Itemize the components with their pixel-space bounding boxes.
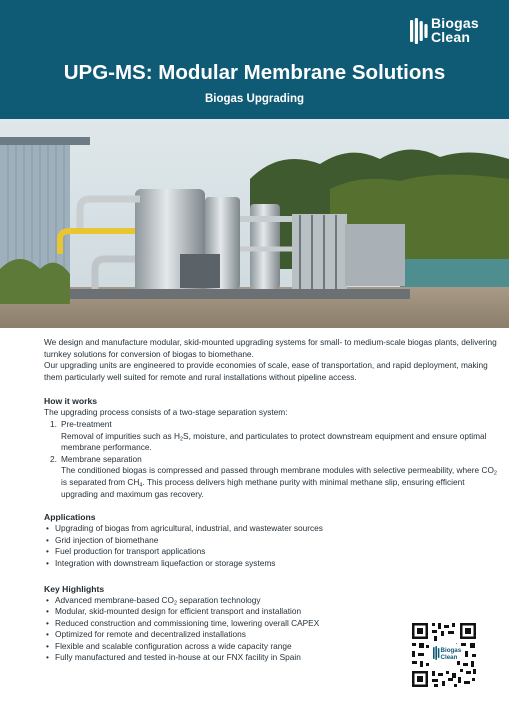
process-steps [44, 419, 500, 500]
process-step [44, 454, 500, 500]
document-body [44, 337, 500, 664]
step-description-text: The conditioned biogas is compressed and passed through membrane modules with selective permeability, where CO [61, 465, 494, 476]
how-it-works-heading: How it works [44, 396, 98, 407]
step-description-text: S, moisture, and particulates to protect downstream equipment and ensure optimal membrane performance. [61, 430, 487, 453]
list-item-text: separation technology [177, 594, 261, 605]
page-subtitle: Biogas Upgrading [204, 93, 305, 105]
process-step [44, 419, 500, 454]
qr-code-icon[interactable] [410, 621, 478, 689]
step-name: Pre-treatment [61, 418, 112, 429]
subscript: 2 [493, 470, 497, 477]
list-item: • Fuel production for transport applications [44, 546, 500, 558]
intro-paragraph-2: Our upgrading units are engineered to provide economies of scale, ease of transportation, and rapid deployment, making them particularly well suited for remote and rural installations without pipeline access. [44, 360, 488, 382]
list-item: • Modular, skid-mounted design for efficient transport and installation [44, 606, 500, 618]
logo-line-2: Clean [431, 29, 471, 45]
header-banner [0, 0, 509, 119]
subscript: 2 [173, 600, 178, 606]
subscript: 4 [139, 482, 143, 489]
highlights-heading: Key Highlights [44, 583, 105, 594]
page-title: UPG-MS: Modular Membrane Solutions [63, 61, 446, 84]
list-item: • Reduced construction and commissioning time, lowering overall CAPEX [44, 618, 500, 630]
subscript: 2 [179, 436, 184, 443]
step-number: 1. [50, 418, 57, 429]
logo-line-1: Biogas [431, 15, 479, 31]
list-item: • Integration with downstream liquefaction or storage systems [44, 558, 500, 570]
list-item: • Fully manufactured and tested in-house at our FNX facility in Spain [44, 652, 500, 664]
step-description [61, 465, 500, 500]
company-logo[interactable] [410, 16, 500, 48]
logo-bars-icon [410, 18, 428, 44]
intro-paragraph-1: We design and manufacture modular, skid-mounted upgrading systems for small- to medium-scale biogas plants, delivering turnkey solutions for conversion of biogas to biomethane. [44, 337, 497, 359]
step-description-text: . This process delivers high methane purity with minimal methane slip, ensuring efficient upgrading and maximum gas recovery. [61, 476, 465, 499]
how-it-works-lead: The upgrading process consists of a two-stage separation system: [44, 407, 288, 418]
qr-label-line-1: Biogas [440, 647, 462, 654]
step-description [61, 431, 500, 454]
list-item: • Grid injection of biomethane [44, 535, 500, 547]
list-item: • Optimized for remote and decentralized installations [44, 629, 500, 641]
step-description-text: is separated from CH [61, 476, 140, 487]
list-item: • Upgrading of biogas from agricultural, industrial, and wastewater sources [44, 523, 500, 535]
logo-wordmark [431, 16, 479, 44]
step-number: 2. [50, 453, 57, 464]
step-name: Membrane separation [61, 453, 142, 464]
qr-label-line-2: Clean [440, 654, 458, 661]
list-item [44, 595, 500, 607]
step-description-text: Removal of impurities such as H [61, 430, 180, 441]
list-item-text: Advanced membrane-based CO [55, 594, 174, 605]
applications-list [44, 523, 500, 569]
list-item: • Flexible and scalable configuration across a wide capacity range [44, 641, 500, 653]
plant-photo [0, 119, 509, 328]
applications-heading: Applications [44, 512, 96, 523]
